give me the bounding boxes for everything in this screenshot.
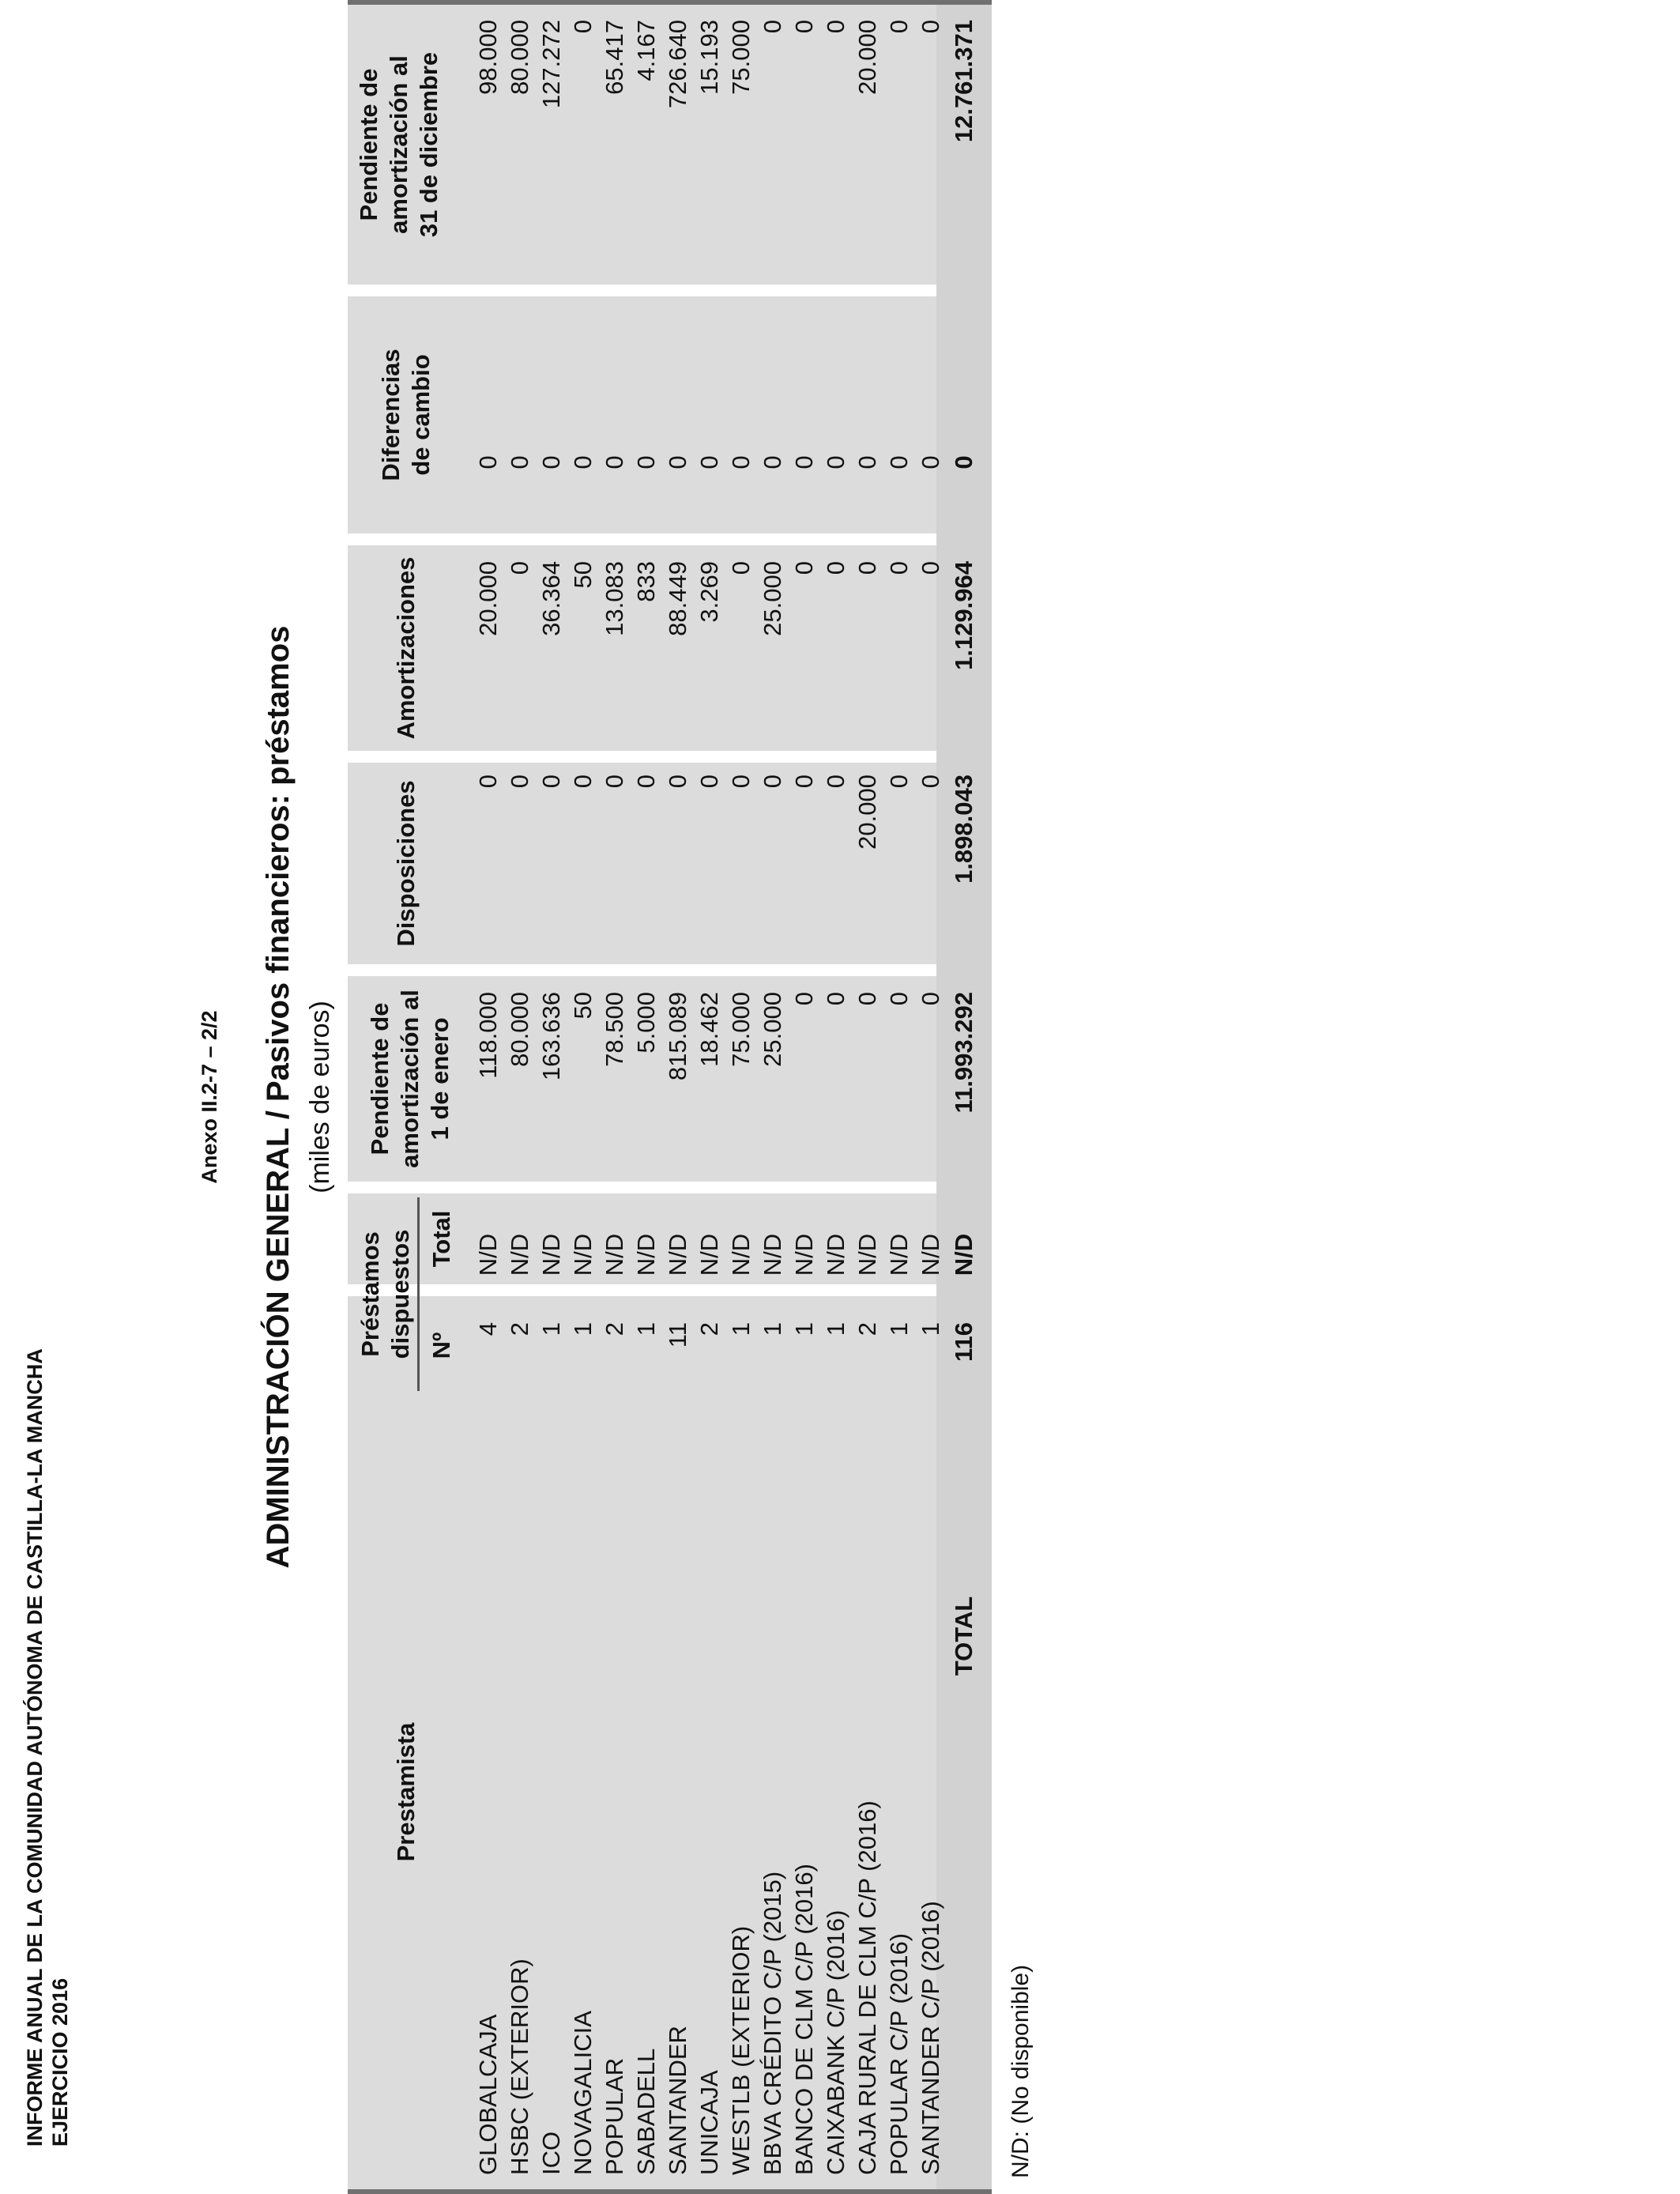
- cell-total: N/D: [790, 1233, 818, 1276]
- cell-pendiente-fin: 80.000: [506, 20, 533, 95]
- cell-prestamista: SANTANDER: [664, 2026, 691, 2175]
- cell-pendiente-fin: 0: [917, 20, 944, 34]
- cell-disposiciones: 0: [727, 775, 755, 789]
- header-pendiente-inicio-l3: 1 de enero: [426, 1017, 454, 1140]
- cell-disposiciones: 0: [537, 775, 565, 789]
- cell-diferencias: 0: [790, 455, 818, 469]
- header-prestamos-l1: Préstamos: [356, 1231, 384, 1357]
- header-pendiente-inicio-l2: amortización al: [396, 990, 424, 1168]
- header-total: Total: [428, 1210, 455, 1268]
- cell-prestamista: HSBC (EXTERIOR): [506, 1958, 533, 2175]
- cell-amortizaciones: 0: [727, 561, 755, 575]
- cell-disposiciones: 0: [664, 775, 691, 789]
- cell-prestamista: GLOBALCAJA: [474, 2014, 502, 2175]
- cell-diferencias: 0: [695, 455, 723, 469]
- total-label: TOTAL: [950, 1596, 977, 1676]
- header-pendiente-inicio: [365, 976, 455, 1182]
- cell-disposiciones: 0: [759, 775, 786, 789]
- cell-pendiente-fin: 0: [885, 20, 913, 34]
- cell-disposiciones: 0: [885, 775, 913, 789]
- cell-amortizaciones: 833: [632, 561, 660, 602]
- cell-disposiciones: 0: [474, 775, 502, 789]
- cell-total: N/D: [537, 1233, 565, 1276]
- cell-n: 2: [506, 1322, 533, 1336]
- cell-prestamista: UNICAJA: [695, 2070, 723, 2175]
- table-row: [725, 0, 757, 2189]
- cell-amortizaciones: 0: [885, 561, 913, 575]
- cell-prestamista: BANCO DE CLM C/P (2016): [790, 1864, 818, 2175]
- cell-pendiente-fin: 75.000: [727, 20, 755, 95]
- header-pendiente-fin-l1: Pendiente de: [355, 68, 382, 221]
- total-total: N/D: [950, 1233, 977, 1276]
- cell-prestamista: CAJA RURAL DE CLM C/P (2016): [853, 1800, 881, 2175]
- header-pendiente-fin: [354, 5, 444, 285]
- header-disposiciones: Disposiciones: [392, 780, 420, 947]
- cell-total: N/D: [695, 1233, 723, 1276]
- cell-pendiente-fin: 15.193: [695, 20, 723, 95]
- cell-pendiente-inicio: 0: [790, 992, 818, 1006]
- header-diferencias-l1: Diferencias: [377, 349, 405, 481]
- cell-diferencias: 0: [727, 455, 755, 469]
- cell-n: 1: [537, 1322, 565, 1336]
- cell-diferencias: 0: [569, 455, 597, 469]
- cell-total: N/D: [474, 1233, 502, 1276]
- table-row: [757, 0, 789, 2189]
- header-prestamos-l2: dispuestos: [386, 1229, 414, 1359]
- table-row: [536, 0, 567, 2189]
- total-n: 116: [950, 1322, 977, 1363]
- cell-pendiente-fin: 0: [822, 20, 849, 34]
- cell-total: N/D: [664, 1233, 691, 1276]
- header-prestamista: Prestamista: [392, 1722, 420, 1862]
- cell-diferencias: 0: [664, 455, 691, 469]
- cell-pendiente-inicio: 163.636: [537, 992, 565, 1081]
- cell-n: 2: [601, 1322, 628, 1336]
- cell-total: N/D: [885, 1233, 913, 1276]
- cell-total: N/D: [727, 1233, 755, 1276]
- table-row: [631, 0, 662, 2189]
- cell-prestamista: BBVA CRÉDITO C/P (2015): [759, 1871, 786, 2175]
- cell-disposiciones: 0: [917, 775, 944, 789]
- annex-label: Anexo II.2-7 – 2/2: [198, 1010, 221, 1184]
- cell-pendiente-inicio: 815.089: [664, 992, 691, 1081]
- cell-amortizaciones: 13.083: [601, 561, 628, 636]
- cell-prestamista: SANTANDER C/P (2016): [917, 1901, 944, 2175]
- cell-disposiciones: 0: [695, 775, 723, 789]
- cell-disposiciones: 0: [569, 775, 597, 789]
- cell-diferencias: 0: [853, 455, 881, 469]
- cell-n: 11: [664, 1322, 691, 1348]
- table-row: [662, 0, 694, 2189]
- cell-total: N/D: [917, 1233, 944, 1276]
- cell-pendiente-fin: 98.000: [474, 20, 502, 95]
- cell-total: N/D: [632, 1233, 660, 1276]
- cell-pendiente-inicio: 5.000: [632, 992, 660, 1054]
- cell-diferencias: 0: [632, 455, 660, 469]
- cell-prestamista: CAIXABANK C/P (2016): [822, 1909, 849, 2175]
- cell-pendiente-fin: 65.417: [601, 20, 628, 95]
- table-row: [567, 0, 599, 2189]
- cell-prestamista: NOVAGALICIA: [569, 2011, 597, 2175]
- cell-pendiente-inicio: 75.000: [727, 992, 755, 1067]
- cell-n: 1: [917, 1322, 944, 1336]
- cell-diferencias: 0: [537, 455, 565, 469]
- header-diferencias-l2: de cambio: [407, 354, 435, 476]
- cell-n: 1: [822, 1322, 849, 1336]
- total-pendiente-fin: 12.761.371: [950, 20, 977, 143]
- units-subtitle: (miles de euros): [305, 1001, 335, 1193]
- cell-total: N/D: [759, 1233, 786, 1276]
- cell-pendiente-fin: 0: [790, 20, 818, 34]
- cell-pendiente-inicio: 25.000: [759, 992, 786, 1067]
- cell-n: 2: [695, 1322, 723, 1336]
- cell-n: 4: [474, 1322, 502, 1336]
- cell-n: 1: [759, 1322, 786, 1336]
- cell-pendiente-inicio: 0: [917, 992, 944, 1006]
- table-row: [789, 0, 820, 2189]
- cell-pendiente-fin: 0: [569, 20, 597, 34]
- cell-pendiente-inicio: 50: [569, 992, 597, 1020]
- table-row: [820, 0, 852, 2189]
- total-row: [936, 0, 992, 2189]
- total-pendiente-inicio: 11.993.292: [950, 992, 977, 1114]
- header-pendiente-inicio-l1: Pendiente de: [366, 1002, 394, 1155]
- cell-n: 1: [790, 1322, 818, 1336]
- cell-pendiente-inicio: 18.462: [695, 992, 723, 1067]
- total-amortizaciones: 1.129.964: [950, 561, 977, 670]
- cell-total: N/D: [601, 1233, 628, 1276]
- cell-disposiciones: 0: [822, 775, 849, 789]
- report-header: [22, 1348, 73, 2147]
- cell-disposiciones: 0: [506, 775, 533, 789]
- cell-pendiente-fin: 4.167: [632, 20, 660, 81]
- header-prestamos-dispuestos: [356, 1193, 416, 1395]
- cell-diferencias: 0: [917, 455, 944, 469]
- cell-prestamista: WESTLB (EXTERIOR): [727, 1925, 755, 2175]
- cell-pendiente-inicio: 0: [822, 992, 849, 1006]
- table-row: [473, 0, 504, 2189]
- page-title: ADMINISTRACIÓN GENERAL / Pasivos financieros: préstamos: [261, 625, 296, 1569]
- header-amortizaciones: Amortizaciones: [392, 556, 420, 740]
- cell-diferencias: 0: [601, 455, 628, 469]
- cell-pendiente-inicio: 0: [885, 992, 913, 1006]
- header-pendiente-fin-l2: amortización al: [385, 55, 412, 234]
- cell-total: N/D: [822, 1233, 849, 1276]
- cell-disposiciones: 0: [790, 775, 818, 789]
- cell-pendiente-fin: 0: [759, 20, 786, 34]
- cell-pendiente-fin: 20.000: [853, 20, 881, 95]
- cell-amortizaciones: 0: [853, 561, 881, 575]
- cell-diferencias: 0: [822, 455, 849, 469]
- table-row: [504, 0, 536, 2189]
- cell-n: 2: [853, 1322, 881, 1336]
- total-disposiciones: 1.898.043: [950, 775, 977, 884]
- header-diferencias: [376, 296, 436, 533]
- cell-n: 1: [727, 1322, 755, 1336]
- cell-n: 1: [632, 1322, 660, 1336]
- table-row: [599, 0, 631, 2189]
- cell-prestamista: POPULAR C/P (2016): [885, 1932, 913, 2175]
- cell-n: 1: [885, 1322, 913, 1336]
- table-row: [852, 0, 883, 2189]
- cell-total: N/D: [853, 1233, 881, 1276]
- header-group-divider: [417, 1197, 420, 1391]
- cell-diferencias: 0: [885, 455, 913, 469]
- cell-pendiente-inicio: 78.500: [601, 992, 628, 1067]
- cell-diferencias: 0: [759, 455, 786, 469]
- cell-amortizaciones: 3.269: [695, 561, 723, 623]
- report-header-line2: EJERCICIO 2016: [48, 1977, 72, 2147]
- cell-pendiente-inicio: 0: [853, 992, 881, 1006]
- cell-amortizaciones: 0: [790, 561, 818, 575]
- table-row: [694, 0, 725, 2189]
- cell-disposiciones: 0: [601, 775, 628, 789]
- cell-prestamista: POPULAR: [601, 2057, 628, 2175]
- cell-amortizaciones: 50: [569, 561, 597, 589]
- cell-pendiente-inicio: 80.000: [506, 992, 533, 1067]
- loans-table: [348, 0, 992, 2194]
- cell-amortizaciones: 25.000: [759, 561, 786, 636]
- cell-total: N/D: [506, 1233, 533, 1276]
- cell-diferencias: 0: [474, 455, 502, 469]
- cell-pendiente-fin: 726.640: [664, 20, 691, 109]
- total-diferencias: 0: [950, 455, 977, 469]
- cell-total: N/D: [569, 1233, 597, 1276]
- cell-amortizaciones: 36.364: [537, 561, 565, 636]
- report-header-line1: INFORME ANUAL DE LA COMUNIDAD AUTÓNOMA DE CASTILLA-LA MANCHA: [23, 1348, 47, 2147]
- cell-amortizaciones: 0: [506, 561, 533, 575]
- cell-diferencias: 0: [506, 455, 533, 469]
- cell-pendiente-inicio: 118.000: [474, 992, 502, 1079]
- cell-amortizaciones: 0: [917, 561, 944, 575]
- table-row: [883, 0, 915, 2189]
- cell-amortizaciones: 88.449: [664, 561, 691, 636]
- cell-amortizaciones: 0: [822, 561, 849, 575]
- cell-disposiciones: 20.000: [853, 775, 881, 850]
- cell-prestamista: ICO: [537, 2131, 565, 2175]
- cell-prestamista: SABADELL: [632, 2048, 660, 2175]
- cell-disposiciones: 0: [632, 775, 660, 789]
- cell-n: 1: [569, 1322, 597, 1336]
- cell-amortizaciones: 20.000: [474, 561, 502, 636]
- footnote: N/D: (No disponible): [1008, 1964, 1034, 2178]
- header-n: Nº: [428, 1332, 455, 1359]
- cell-pendiente-fin: 127.272: [537, 20, 565, 109]
- header-pendiente-fin-l3: 31 de diciembre: [415, 51, 443, 238]
